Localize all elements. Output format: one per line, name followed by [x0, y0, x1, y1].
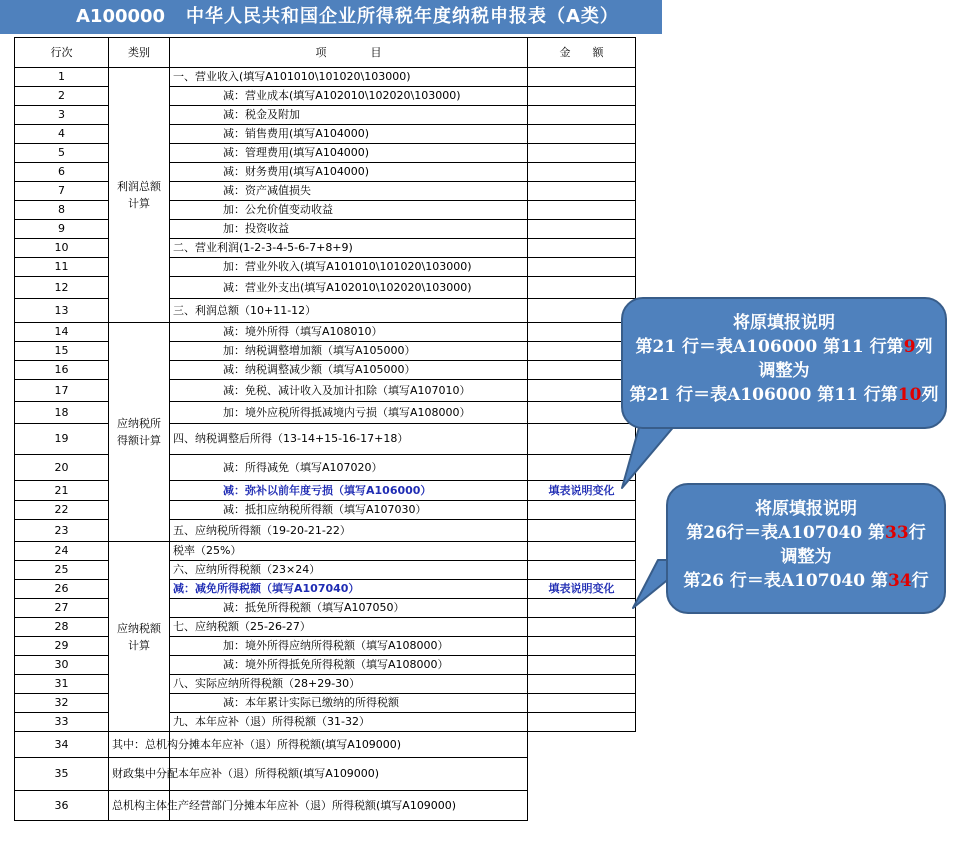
item-cell: 减：营业外支出(填写A102010\102020\103000) — [170, 277, 528, 299]
row-number: 34 — [15, 732, 109, 758]
item-cell: 减：抵免所得税额（填写A107050） — [170, 599, 528, 618]
item-cell: 减：免税、减计收入及加计扣除（填写A107010） — [170, 380, 528, 402]
row-number: 12 — [15, 277, 109, 299]
item-cell: 减：所得减免（填写A107020） — [170, 455, 528, 481]
callout-1-pointer — [622, 424, 676, 488]
item-cell: 减：税金及附加 — [170, 106, 528, 125]
callout-2-line3: 调整为 — [780, 547, 832, 567]
row-number: 35 — [15, 758, 109, 791]
category-label: 应纳税额计算 — [117, 621, 161, 652]
callout-note-row21 — [621, 297, 947, 429]
item-cell: 减：管理费用(填写A104000) — [170, 144, 528, 163]
item-cell: 加：纳税调整增加额（填写A105000） — [170, 342, 528, 361]
form-title: 中华人民共和国企业所得税年度纳税申报表（A类） — [186, 6, 619, 27]
callout-2-line4: 第26 行＝表A107040 第34行 — [683, 571, 929, 591]
row-number: 19 — [15, 424, 109, 455]
row-number: 18 — [15, 402, 109, 424]
row-number: 1 — [15, 68, 109, 87]
item-cell: 加：境外应税所得抵减境内亏损（填写A108000） — [170, 402, 528, 424]
item-cell: 减：销售费用(填写A104000) — [170, 125, 528, 144]
item-cell: 加：投资收益 — [170, 220, 528, 239]
row-number: 26 — [15, 580, 109, 599]
item-cell: 其中：总机构分摊本年应补（退）所得税额(填写A109000) — [109, 732, 170, 758]
item-cell: 减：资产减值损失 — [170, 182, 528, 201]
item-cell: 税率（25%） — [170, 542, 528, 561]
row-number: 31 — [15, 675, 109, 694]
row-number: 32 — [15, 694, 109, 713]
row-number: 27 — [15, 599, 109, 618]
header-item: 项 目 — [170, 38, 528, 68]
callout-1-new-column: 10 — [897, 385, 922, 405]
item-cell: 加：境外所得应纳所得税额（填写A108000） — [170, 637, 528, 656]
callout-2-old-row: 33 — [885, 523, 909, 543]
item-cell: 二、营业利润(1-2-3-4-5-6-7+8+9) — [170, 239, 528, 258]
row-number: 16 — [15, 361, 109, 380]
row-number: 25 — [15, 561, 109, 580]
item-cell: 八、实际应纳所得税额（28+29-30） — [170, 675, 528, 694]
row-number: 29 — [15, 637, 109, 656]
row-number: 4 — [15, 125, 109, 144]
item-cell: 加：营业外收入(填写A101010\101020\103000) — [170, 258, 528, 277]
item-cell: 减：抵扣应纳税所得额（填写A107030） — [170, 501, 528, 520]
item-cell: 七、应纳税额（25-26-27） — [170, 618, 528, 637]
item-cell: 减：纳税调整减少额（填写A105000） — [170, 361, 528, 380]
item-cell: 五、应纳税所得额（19-20-21-22） — [170, 520, 528, 542]
row-number: 24 — [15, 542, 109, 561]
item-cell: 减：营业成本(填写A102010\102020\103000) — [170, 87, 528, 106]
row-number: 21 — [15, 481, 109, 501]
row-number: 2 — [15, 87, 109, 106]
form-code: A100000 — [76, 6, 166, 27]
row-number: 14 — [15, 323, 109, 342]
row-number: 7 — [15, 182, 109, 201]
callout-1-line4: 第21 行＝表A106000 第11 行第10列 — [629, 385, 939, 405]
row-number: 23 — [15, 520, 109, 542]
callout-1-line1: 将原填报说明 — [733, 313, 835, 333]
row-number: 11 — [15, 258, 109, 277]
row-number: 6 — [15, 163, 109, 182]
item-cell: 四、纳税调整后所得（13-14+15-16-17+18） — [170, 424, 528, 455]
item-cell: 减：弥补以前年度亏损（填写A106000） — [170, 481, 528, 501]
item-cell: 减：减免所得税额（填写A107040） — [170, 580, 528, 599]
item-cell: 财政集中分配本年应补（退）所得税额(填写A109000) — [109, 758, 170, 791]
item-cell: 总机构主体生产经营部门分摊本年应补（退）所得税额(填写A109000) — [109, 791, 170, 821]
header-row-no: 行次 — [15, 38, 109, 68]
row-number: 20 — [15, 455, 109, 481]
callout-2-new-row: 34 — [887, 571, 912, 591]
header-amount: 金 额 — [528, 38, 636, 68]
callout-2-line1: 将原填报说明 — [755, 499, 857, 519]
item-cell: 一、营业收入(填写A101010\101020\103000) — [170, 68, 528, 87]
item-cell: 减：本年累计实际已缴纳的所得税额 — [170, 694, 528, 713]
callout-1-line2: 第21 行＝表A106000 第11 行第9列 — [635, 337, 933, 357]
row-number: 28 — [15, 618, 109, 637]
row-number: 9 — [15, 220, 109, 239]
item-cell: 九、本年应补（退）所得税额（31-32） — [170, 713, 528, 732]
item-cell: 加：公允价值变动收益 — [170, 201, 528, 220]
item-cell: 六、应纳所得税额（23×24） — [170, 561, 528, 580]
row-number: 13 — [15, 299, 109, 323]
change-note: 填表说明变化 — [528, 580, 636, 599]
row-number: 5 — [15, 144, 109, 163]
callout-1-old-column: 9 — [903, 337, 916, 357]
item-cell: 减：境外所得抵免所得税额（填写A108000） — [170, 656, 528, 675]
row-number: 33 — [15, 713, 109, 732]
item-cell: 减：财务费用(填写A104000) — [170, 163, 528, 182]
callout-2-line2: 第26行＝表A107040 第33行 — [686, 523, 926, 543]
category-label: 应纳税所得额计算 — [117, 417, 161, 447]
callout-note-row26 — [666, 483, 946, 614]
row-number: 30 — [15, 656, 109, 675]
row-number: 10 — [15, 239, 109, 258]
item-cell: 三、利润总额（10+11-12） — [170, 299, 528, 323]
row-number: 15 — [15, 342, 109, 361]
row-number: 22 — [15, 501, 109, 520]
category-label: 利润总额计算 — [117, 180, 161, 210]
row-number: 8 — [15, 201, 109, 220]
row-number: 3 — [15, 106, 109, 125]
callout-1-line3: 调整为 — [758, 361, 810, 381]
change-note: 填表说明变化 — [528, 481, 636, 501]
row-number: 17 — [15, 380, 109, 402]
header-category: 类别 — [109, 38, 170, 68]
row-number: 36 — [15, 791, 109, 821]
item-cell: 减：境外所得（填写A108010） — [170, 323, 528, 342]
